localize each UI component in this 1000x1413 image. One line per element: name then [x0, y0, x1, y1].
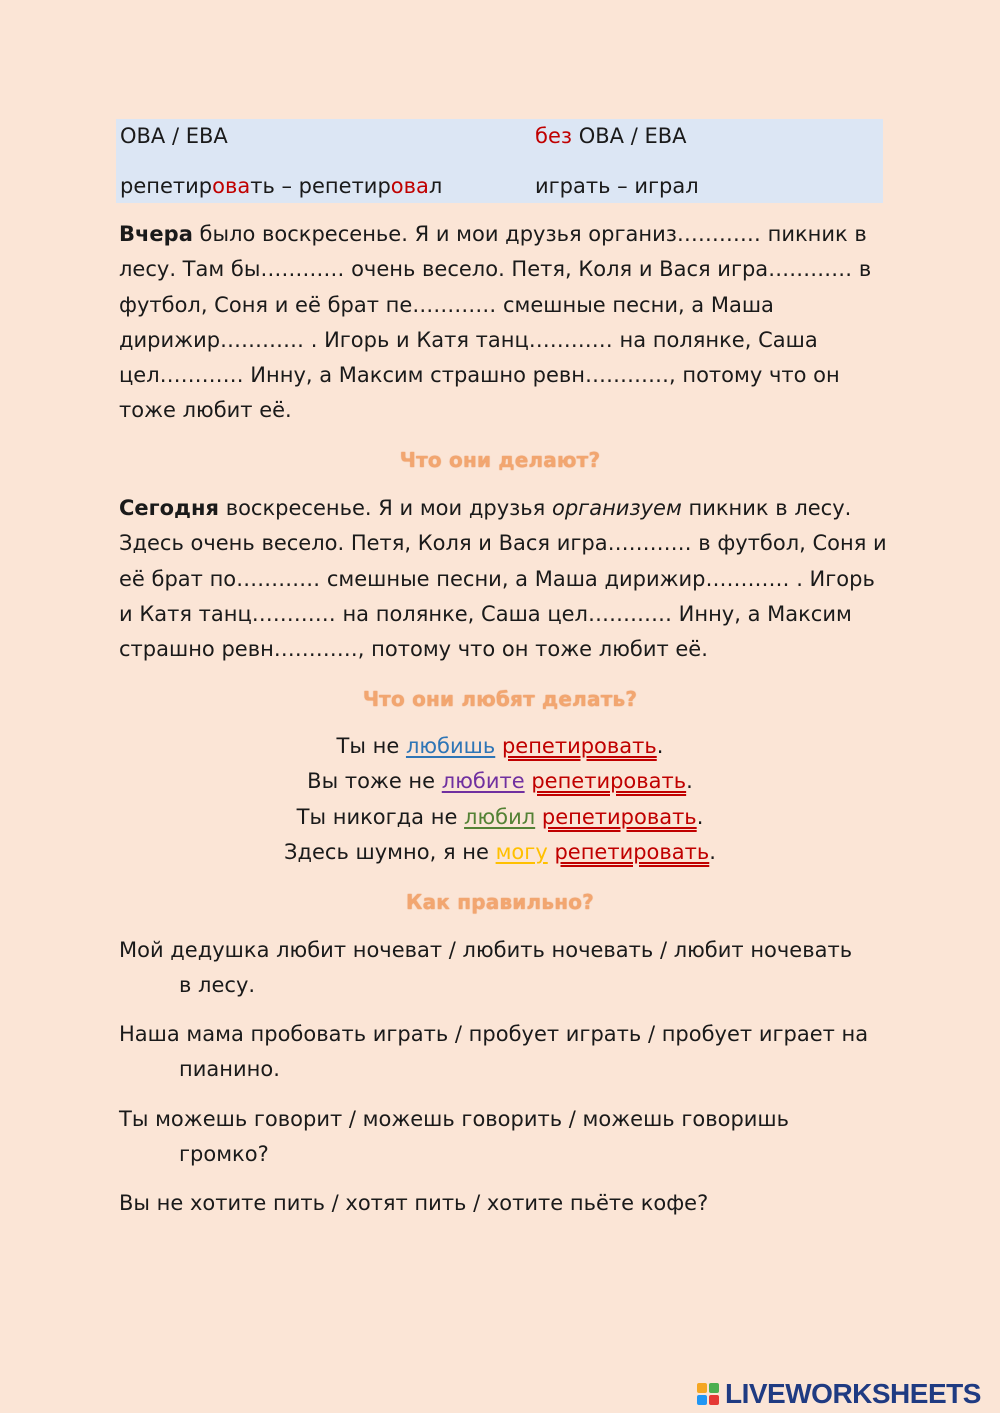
example-text: Ты не	[336, 734, 406, 758]
rule-example-part: л	[428, 174, 443, 198]
today-italic-verb: организуем	[551, 496, 682, 520]
example-punct: .	[709, 840, 716, 864]
question-item[interactable]	[119, 933, 889, 1004]
yesterday-text: было воскресенье. Я и мои друзья организ………… пикник в лесу. Там бы………… очень весело. Петя, Коля и Вася игра………… в футбол, Соня и её брат пе………… смешные песни, а Маша дирижир………… . Игорь и Катя танц………… на полянке, Саша цел………… Инну, а Максим страшно ревн…………, потому что он тоже любит её.	[119, 222, 872, 423]
example-sentence	[0, 764, 1000, 799]
logo-blocks-icon	[697, 1383, 721, 1405]
rule-header-right	[535, 122, 687, 150]
logo-text: LIVEWORKSHEETS	[725, 1378, 981, 1409]
question-text: Вы не хотите пить / хотят пить / хотите пьёте кофе?	[119, 1191, 709, 1215]
example-infinitive: репетировать	[501, 734, 657, 758]
heading-what-they-like: Что они любят делать?	[362, 687, 638, 711]
example-punct: .	[696, 805, 704, 829]
rule-header-left: ОВА / ЕВА	[120, 124, 228, 148]
example-punct: .	[656, 734, 664, 758]
question-continuation: в лесу.	[179, 973, 256, 998]
paragraph-today	[119, 491, 889, 667]
lead-word-yesterday: Вчера	[119, 222, 193, 246]
example-text: Вы тоже не	[307, 769, 442, 793]
example-infinitive: репетировать	[531, 769, 687, 793]
example-infinitive: репетировать	[541, 805, 697, 829]
example-sentence	[0, 729, 1000, 764]
heading-how-correct: Как правильно?	[406, 890, 594, 914]
rule-example-part: репетир	[120, 174, 213, 198]
rule-example-suffix: ова	[390, 174, 429, 198]
rule-example-right: играть – играл	[535, 174, 699, 198]
example-punct: .	[686, 769, 693, 793]
rule-header-red-word: без	[535, 124, 573, 148]
example-sentence	[0, 800, 1000, 835]
today-text: пикник в лесу. Здесь очень весело. Петя, Коля и Вася игра………… в футбол, Соня и её брат по………… смешные песни, а Маша дирижир………… . Игорь и Катя танц………… на полянке, Саша цел………… Инну, а Максим страшно ревн…………, потому что он тоже любит её.	[119, 496, 887, 662]
example-infinitive: репетировать	[554, 840, 710, 864]
example-modal-verb: любишь	[405, 734, 496, 758]
example-text: Здесь шумно, я не	[284, 840, 496, 864]
question-continuation: пианино.	[179, 1057, 280, 1082]
question-text: Мой дедушка любит ночеват / любить ночевать / любит ночевать	[119, 938, 853, 962]
example-modal-verb: любите	[441, 769, 525, 793]
liveworksheets-logo[interactable]	[697, 1378, 981, 1410]
rule-table	[116, 119, 883, 203]
paragraph-yesterday	[119, 217, 889, 429]
heading-what-they-do: Что они делают?	[399, 448, 601, 472]
example-modal-verb: любил	[464, 805, 536, 829]
example-sentence	[0, 835, 1000, 870]
question-continuation: громко?	[179, 1142, 269, 1167]
question-item[interactable]	[119, 1186, 889, 1221]
rule-example-part: ть – репетир	[250, 174, 391, 198]
example-modal-verb: могу	[495, 840, 548, 864]
question-item[interactable]	[119, 1017, 889, 1088]
example-text: Ты никогда не	[296, 805, 465, 829]
rule-example-left	[120, 172, 442, 200]
rule-header-right-text: ОВА / ЕВА	[572, 124, 687, 148]
question-item[interactable]	[119, 1102, 889, 1173]
rule-example-suffix: ова	[212, 174, 251, 198]
question-text: Наша мама пробовать играть / пробует играть / пробует играет на	[119, 1022, 869, 1046]
question-text: Ты можешь говорит / можешь говорить / можешь говоришь	[119, 1107, 790, 1131]
today-text: воскресенье. Я и мои друзья	[219, 496, 552, 520]
lead-word-today: Сегодня	[119, 496, 220, 520]
